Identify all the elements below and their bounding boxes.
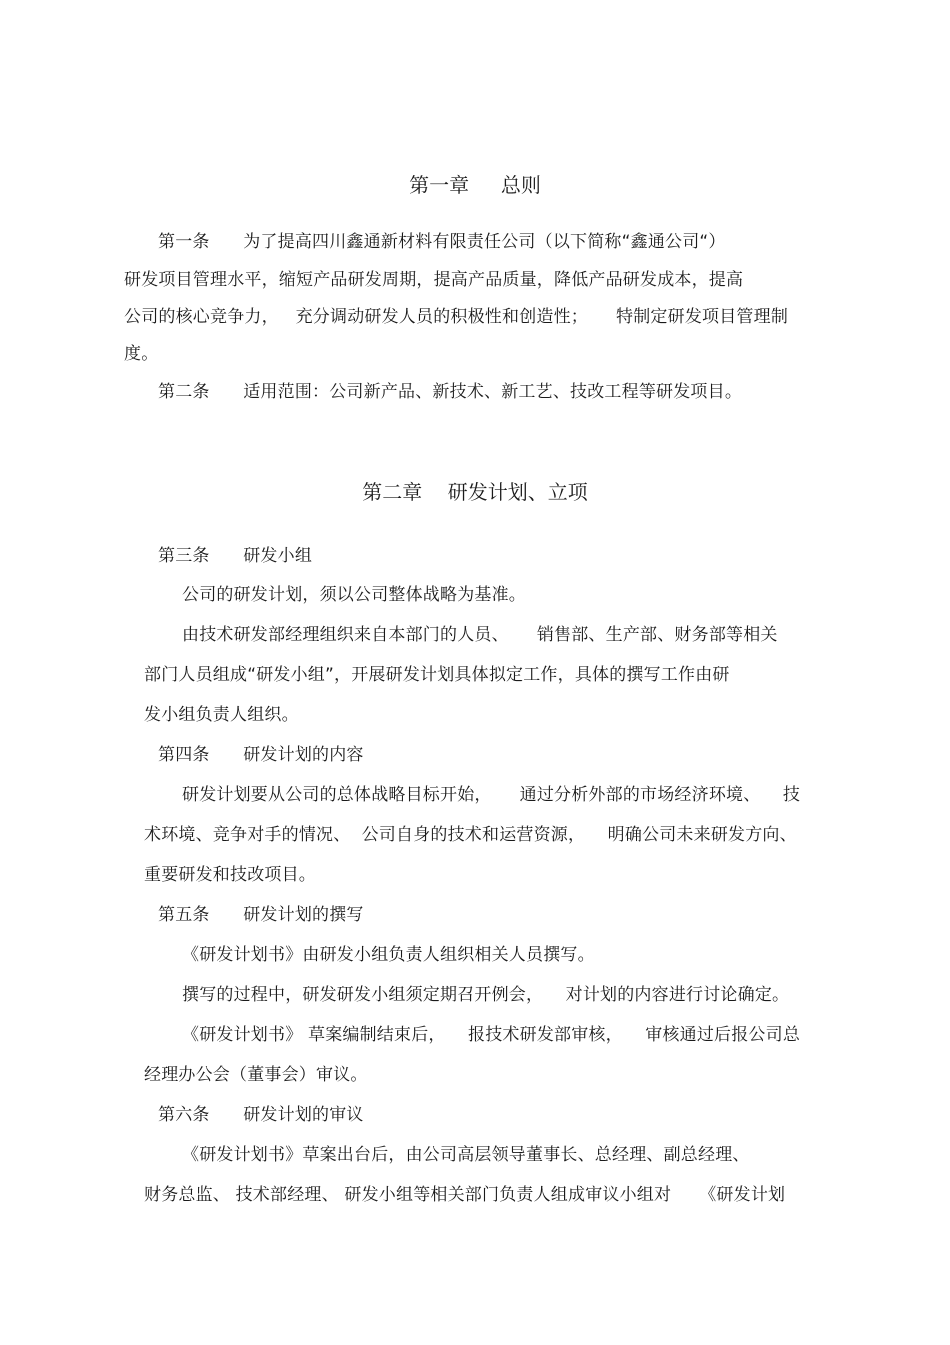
paragraph-line: 公司的研发计划，须以公司整体战略为基准。 [182, 585, 526, 605]
chapter-1-title: 第一章 总则 [409, 173, 541, 197]
paragraph-line: 财务总监、 技术部经理、 研发小组等相关部门负责人组成审议小组对 《研发计划 [144, 1185, 786, 1205]
paragraph-line: 研发计划要从公司的总体战略目标开始， 通过分析外部的市场经济环境、 技 [182, 785, 801, 805]
article-1-line-2: 研发项目管理水平，缩短产品研发周期，提高产品质量，降低产品研发成本，提高 [124, 270, 744, 290]
paragraph-line: 经理办公会（董事会）审议。 [144, 1065, 368, 1085]
article-4-heading: 第四条 研发计划的内容 [158, 745, 364, 765]
paragraph-line: 术环境、竞争对手的情况、 公司自身的技术和运营资源， 明确公司未来研发方向、 [144, 825, 797, 845]
paragraph-line: 部门人员组成“研发小组”，开展研发计划具体拟定工作，具体的撰写工作由研 [144, 665, 730, 685]
article-6-heading: 第六条 研发计划的审议 [158, 1105, 364, 1125]
paragraph-line: 撰写的过程中，研发研发小组须定期召开例会， 对计划的内容进行讨论确定。 [182, 985, 790, 1005]
article-1-line-4: 度。 [124, 344, 159, 364]
paragraph-line: 《研发计划书》草案出台后，由公司高层领导董事长、总经理、副总经理、 [182, 1145, 750, 1165]
paragraph-line: 重要研发和技改项目。 [144, 865, 316, 885]
paragraph-line: 由技术研发部经理组织来自本部门的人员、 销售部、生产部、财务部等相关 [182, 625, 778, 645]
article-5-heading: 第五条 研发计划的撰写 [158, 905, 364, 925]
article-3-heading: 第三条 研发小组 [158, 546, 313, 566]
paragraph-line: 发小组负责人组织。 [144, 705, 299, 725]
article-2-line-1: 第二条 适用范围：公司新产品、新技术、新工艺、技改工程等研发项目。 [158, 382, 743, 402]
article-1-line-3: 公司的核心竞争力， 充分调动研发人员的积极性和创造性； 特制定研发项目管理制 [124, 307, 789, 327]
chapter-2-title: 第二章 研发计划、立项 [362, 480, 588, 504]
paragraph-line: 《研发计划书》 草案编制结束后， 报技术研发部审核， 审核通过后报公司总 [182, 1025, 801, 1045]
article-1-line-1: 第一条 为了提高四川鑫通新材料有限责任公司（以下简称“鑫通公司“） [158, 232, 726, 252]
paragraph-line: 《研发计划书》由研发小组负责人组织相关人员撰写。 [182, 945, 595, 965]
